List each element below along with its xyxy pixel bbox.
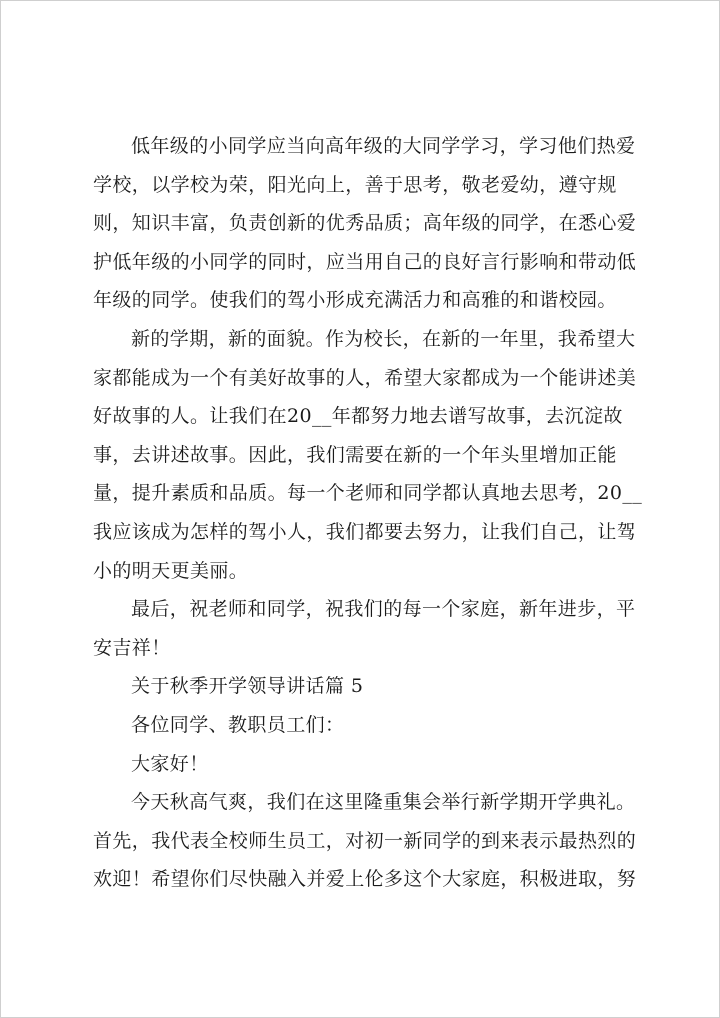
paragraph-line: 则，知识丰富，负责创新的优秀品质；高年级的同学，在悉心爱	[93, 212, 637, 235]
paragraph-4	[93, 783, 641, 899]
paragraph-line: 学校，以学校为荣，阳光向上，善于思考，敬老爱幼，遵守规	[93, 173, 617, 196]
paragraph-line: 今天秋高气爽，我们在这里隆重集会举行新学期开学典礼。	[131, 791, 636, 814]
paragraph-line: 小的明天更美丽。	[93, 559, 249, 582]
paragraph-line: 安吉祥！	[93, 636, 171, 659]
paragraph-line: 欢迎！希望你们尽快融入并爱上伦多这个大家庭，积极进取，努	[93, 868, 637, 891]
paragraph-1	[93, 127, 641, 320]
paragraph-line: 低年级的小同学应当向高年级的大同学学习，学习他们热爱	[131, 135, 636, 157]
paragraph-line: 首先，我代表全校师生员工，对初一新同学的到来表示最热烈的	[93, 829, 637, 852]
paragraph-3	[93, 590, 641, 667]
paragraph-line: 护低年级的小同学的同时，应当用自己的良好言行影响和带动低	[93, 250, 637, 273]
paragraph-line: 我应该成为怎样的驾小人，我们都要去努力，让我们自己，让驾	[93, 520, 637, 543]
salutation-line: 各位同学、教职员工们：	[131, 713, 345, 736]
paragraph-line: 年级的同学。使我们的驾小形成充满活力和高雅的和谐校园。	[93, 289, 617, 312]
salutation	[93, 706, 641, 745]
paragraph-line: 最后，祝老师和同学，祝我们的每一个家庭，新年进步，平	[131, 598, 636, 621]
section-heading	[93, 667, 641, 706]
paragraph-line: 量，提升素质和品质。每一个老师和同学都认真地去思考，20__	[93, 482, 643, 505]
paragraph-line: 好故事的人。让我们在20__年都努力地去谱写故事，去沉淀故	[93, 405, 623, 428]
paragraph-line: 事，去讲述故事。因此，我们需要在新的一个年头里增加正能	[93, 443, 617, 466]
paragraph-line: 新的学期，新的面貌。作为校长，在新的一年里，我希望大	[131, 327, 636, 350]
paragraph-2	[93, 320, 641, 590]
document-body	[93, 127, 641, 899]
heading-line: 关于秋季开学领导讲话篇 5	[131, 675, 364, 698]
paragraph-line: 家都能成为一个有美好故事的人，希望大家都成为一个能讲述美	[93, 366, 637, 389]
greeting-line: 大家好！	[131, 752, 209, 775]
greeting	[93, 745, 641, 784]
